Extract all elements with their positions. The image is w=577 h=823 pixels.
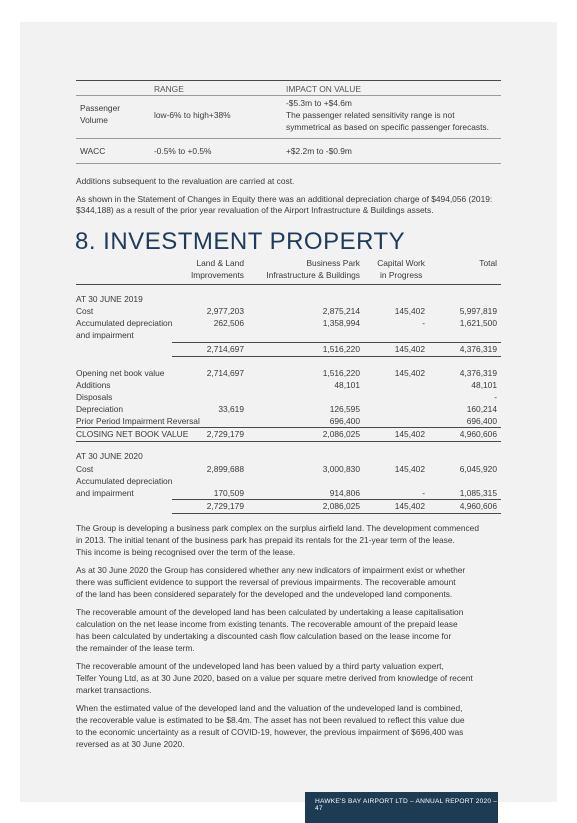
header-business-1: Business Park <box>306 258 360 268</box>
prior-period-business: 696,400 <box>329 416 360 426</box>
para4-line2: Telfer Young Ltd, as at 30 June 2020, based on a value per square metre derived from knowledge of recent <box>76 673 473 683</box>
footer-bar <box>305 792 498 823</box>
block1-heading: AT 30 JUNE 2019 <box>76 294 143 304</box>
closing-bottom-rule <box>76 441 501 442</box>
additions-business: 48,101 <box>334 380 360 390</box>
section-title: 8. INVESTMENT PROPERTY <box>75 228 406 255</box>
depreciation-business: 126,595 <box>329 404 360 414</box>
header-land-1: Land & Land <box>196 258 244 268</box>
subtotal2-bottom-rule <box>172 513 501 514</box>
cost-cwip: 145,402 <box>394 306 425 316</box>
footer-text: HAWKE'S BAY AIRPORT LTD – ANNUAL REPORT 2020 – 47 <box>315 798 498 812</box>
subtotal2-cwip: 145,402 <box>394 501 425 511</box>
subtotal1-total: 4,376,319 <box>459 344 497 354</box>
para5-line4: reversed as at 30 June 2020. <box>76 739 185 749</box>
para1-line2: in 2013. The initial tenant of the business park has prepaid its rentals for the 21-year term of the lease. <box>76 535 455 545</box>
closing-total: 4,960,606 <box>459 429 497 439</box>
header-cwip-2: in Progress <box>380 270 423 280</box>
col-range-header: RANGE <box>154 84 184 94</box>
accum-total: 1,621,500 <box>459 318 497 328</box>
header-rule <box>76 95 501 96</box>
top-rule <box>76 80 501 81</box>
accum-label-1: Accumulated depreciation <box>76 318 173 328</box>
disposals-total: - <box>494 392 497 402</box>
cost2-business: 3,000,830 <box>322 464 360 474</box>
para4-line3: market transactions. <box>76 685 152 695</box>
disposals-label: Disposals <box>76 392 113 402</box>
subtotal1-bottom-rule <box>172 356 501 357</box>
subtotal2-land: 2,729,179 <box>206 501 244 511</box>
block2-heading: AT 30 JUNE 2020 <box>76 451 143 461</box>
closing-cwip: 145,402 <box>394 429 425 439</box>
opening-land: 2,714,697 <box>206 368 244 378</box>
closing-land: 2,729,179 <box>206 429 244 439</box>
passenger-impact-1: -$5.3m to +$4.6m <box>286 98 352 108</box>
wacc-range: -0.5% to +0.5% <box>154 146 212 156</box>
additions-label: Additions <box>76 380 111 390</box>
para2-line2: there was sufficient evidence to support the reversal of previous impairments. The recoverable amount <box>76 577 456 587</box>
table-header-rule <box>76 284 501 285</box>
para3-line3: has been calculated by undertaking a discounted cash flow calculation based on the lease income for <box>76 631 452 641</box>
para2-line1: As at 30 June 2020 the Group has considered whether any new indicators of impairment exist or whether <box>76 565 466 575</box>
subtotal1-top-rule <box>172 342 501 343</box>
subtotal2-business: 2,086,025 <box>322 501 360 511</box>
intro-paragraph-2: As shown in the Statement of Changes in Equity there was an additional depreciation charge of $494,056 (2019: $344,188) as a result of the prior year revaluation of the Airport Infrastructure & Buildings assets. <box>76 194 493 216</box>
para5-line3: to the economic uncertainty as a result of COVID-19, however, the previous impairment of $696,400 was <box>76 727 464 737</box>
subtotal1-cwip: 145,402 <box>394 344 425 354</box>
passenger-impact-2: The passenger related sensitivity range is not <box>286 110 455 120</box>
header-business-2: Infrastructure & Buildings <box>266 270 360 280</box>
cost2-land: 2,899,688 <box>206 464 244 474</box>
opening-business: 1,516,220 <box>322 368 360 378</box>
para3-line4: the remainder of the lease term. <box>76 643 195 653</box>
para1-line1: The Group is developing a business park complex on the surplus airfield land. The development commenced <box>76 523 480 533</box>
accum2-land: 170,509 <box>213 488 244 498</box>
accum2-cwip: - <box>422 488 425 498</box>
cost-total: 5,997,819 <box>459 306 497 316</box>
row-rule <box>76 138 501 139</box>
closing-label: CLOSING NET BOOK VALUE <box>76 429 189 439</box>
prior-period-label: Prior Period Impairment Reversal <box>76 416 200 426</box>
header-land-2: Improvements <box>190 270 244 280</box>
closing-top-rule <box>76 427 501 428</box>
bottom-rule <box>76 163 501 164</box>
para3-line2: calculation on the net lease income from existing tenants. The recoverable amount of the prepaid lease <box>76 619 458 629</box>
subtotal1-land: 2,714,697 <box>206 344 244 354</box>
para5-line2: the recoverable value is estimated to be $8.4m. The asset has not been revalued to reflect this value due <box>76 715 465 725</box>
passenger-label-2: Volume <box>80 115 108 125</box>
passenger-label-1: Passenger <box>80 103 121 113</box>
intro-paragraph-1: Additions subsequent to the revaluation are carried at cost. <box>76 176 295 186</box>
para4-line1: The recoverable amount of the undeveloped land has been valued by a third party valuation expert, <box>76 661 444 671</box>
para5-line1: When the estimated value of the developed land and the valuation of the undeveloped land is combined, <box>76 703 463 713</box>
wacc-impact: +$2.2m to -$0.9m <box>286 146 352 156</box>
passenger-impact-3: symmetrical as based on specific passenger forecasts. <box>286 122 489 132</box>
accum2-label-1: Accumulated depreciation <box>76 476 173 486</box>
opening-label: Opening net book value <box>76 368 165 378</box>
accum-business: 1,358,994 <box>322 318 360 328</box>
prior-period-total: 696,400 <box>466 416 497 426</box>
para3-line1: The recoverable amount of the developed land has been calculated by undertaking a lease capitalisation <box>76 607 464 617</box>
opening-cwip: 145,402 <box>394 368 425 378</box>
cost2-label: Cost <box>76 464 94 474</box>
depreciation-total: 160,214 <box>466 404 497 414</box>
accum2-label-2: and impairment <box>76 488 134 498</box>
header-total: Total <box>479 258 497 268</box>
additions-total: 48,101 <box>471 380 497 390</box>
cost-label: Cost <box>76 306 94 316</box>
accum2-business: 914,806 <box>329 488 360 498</box>
subtotal2-total: 4,960,606 <box>459 501 497 511</box>
accum-cwip: - <box>422 318 425 328</box>
opening-total: 4,376,319 <box>459 368 497 378</box>
accum2-total: 1,085,315 <box>459 488 497 498</box>
wacc-label: WACC <box>80 146 106 156</box>
subtotal1-business: 1,516,220 <box>322 344 360 354</box>
closing-business: 2,086,025 <box>322 429 360 439</box>
accum-land: 262,506 <box>213 318 244 328</box>
cost-land: 2,977,203 <box>206 306 244 316</box>
cost2-total: 6,045,920 <box>459 464 497 474</box>
subtotal2-top-rule <box>172 499 501 500</box>
cost-business: 2,875,214 <box>322 306 360 316</box>
depreciation-land: 33,619 <box>218 404 244 414</box>
col-impact-header: IMPACT ON VALUE <box>286 84 361 94</box>
para1-line3: This income is being recognised over the term of the lease. <box>76 547 296 557</box>
header-cwip-1: Capital Work <box>377 258 425 268</box>
passenger-range: low-6% to high+38% <box>154 110 231 120</box>
para2-line3: of the land has been considered separately for the developed and the undeveloped land components. <box>76 589 453 599</box>
accum-label-2: and impairment <box>76 330 134 340</box>
depreciation-label: Depreciation <box>76 404 124 414</box>
cost2-cwip: 145,402 <box>394 464 425 474</box>
